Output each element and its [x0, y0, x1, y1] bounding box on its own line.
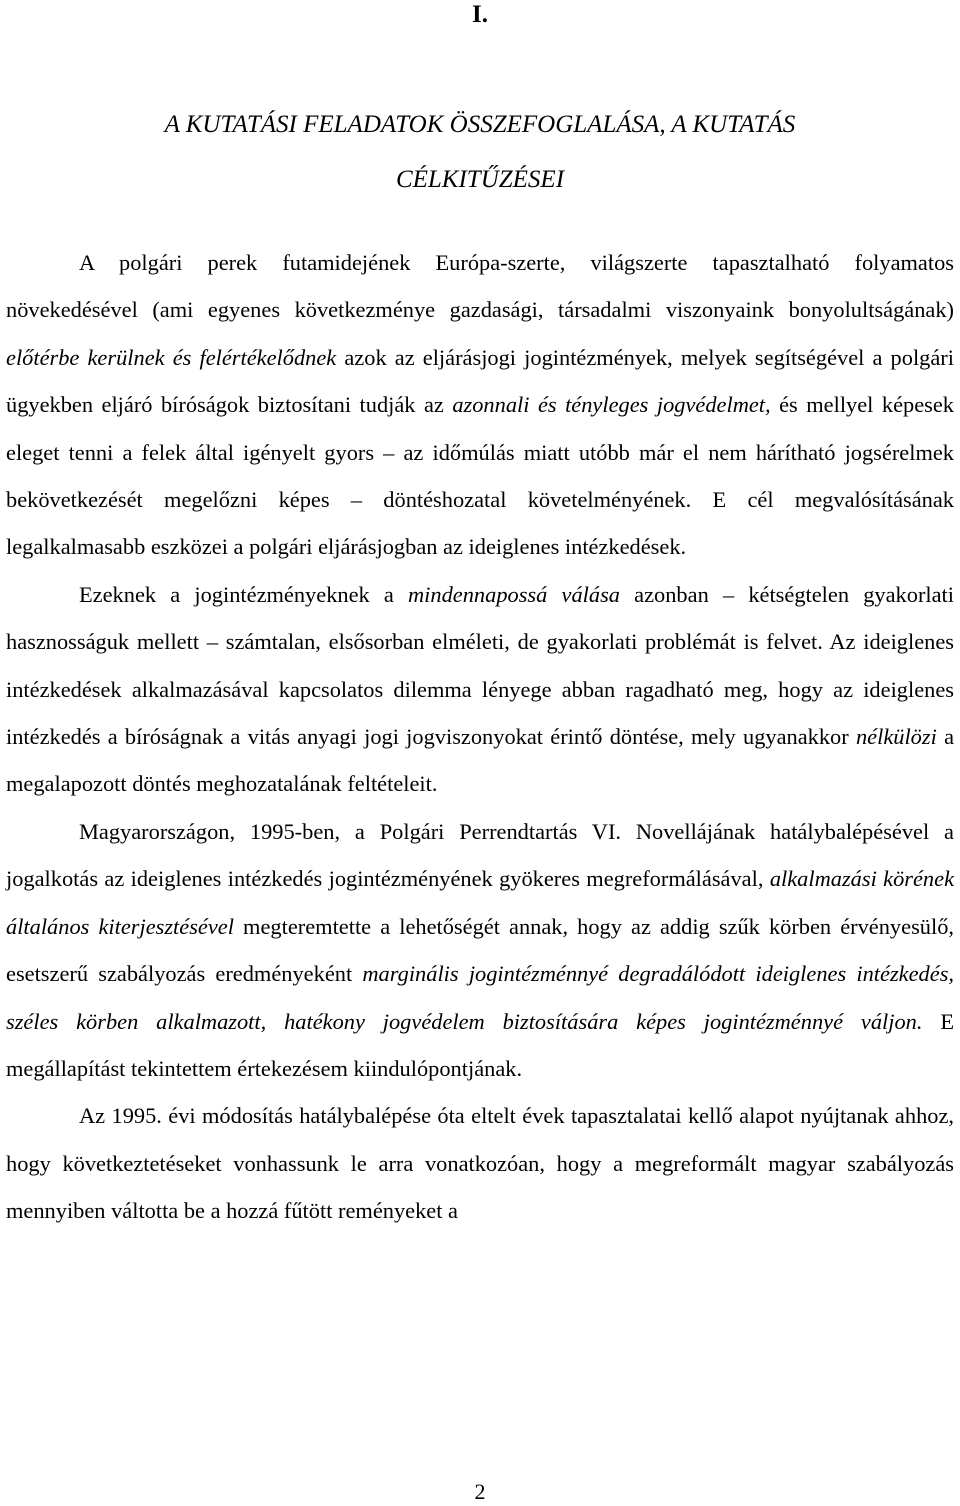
- text-run: azok az eljárásjogi jogintézmények, melyek segítségével a polgári ügyekben eljáró bíróságok biztosítani tudják az: [6, 344, 954, 418]
- paragraph-4: [6, 1092, 954, 1234]
- chapter-title-line-2: CÉLKITŰZÉSEI: [395, 166, 565, 193]
- page-number: 2: [474, 1479, 486, 1504]
- chapter-number: I.: [472, 1, 488, 28]
- text-run: azonban – kétségtelen gyakorlati hasznosságuk mellett – számtalan, elsősorban elméleti, de gyakorlati problémát is felvet. Az ideiglenes intézkedések alkalmazásával kapcsolatos dilemma lényege abban ragadható meg, hogy az ideiglenes intézkedés a bíróságnak a vitás anyagi jogi jogviszonyokat érintő döntése, mely ugyanakkor: [6, 581, 954, 750]
- text-run: E megállapítást tekintettem értekezésem kiindulópontjának.: [6, 1008, 954, 1081]
- text-run: Az 1995. évi módosítás hatálybalépése óta eltelt évek tapasztalatai kellő alapot nyújtanak ahhoz, hogy következtetéseket vonhassunk le arra vonatkozóan, hogy a megreformált magyar szabályozás mennyiben váltotta be a hozzá fűtött reményeket a: [6, 1103, 954, 1224]
- body-text: [6, 239, 954, 1235]
- text-run: és mellyel képesek eleget tenni a felek által igényelt gyors – az időmúlás miatt utóbb már el nem hárítható jogsérelmek bekövetkezését megelőzni képes – döntéshozatal követelményének. E cél megvalósításának legalkalmasabb eszközei a polgári eljárásjogban az ideiglenes intézkedések.: [6, 392, 954, 560]
- chapter-title: [60, 97, 900, 207]
- italic-text-run: alkalmazási körének általános kiterjesztésével: [6, 866, 955, 939]
- paragraph-1: [6, 239, 954, 571]
- text-run: Ezeknek a jogintézményeknek a: [79, 581, 409, 607]
- paragraph-3: [6, 808, 954, 1092]
- text-run: a megalapozott döntés meghozatalának feltételeit.: [6, 724, 955, 797]
- italic-text-run: előtérbe kerülnek és felértékelődnek: [6, 344, 337, 370]
- text-run: A polgári perek futamidejének Európa-szerte, világszerte tapasztalható folyamatos növekedésével (ami egyenes következménye gazdasági, társadalmi viszonyaink bonyolultságának): [6, 250, 954, 323]
- text-run: megteremtette a lehetőségét annak, hogy az addig szűk körben érvényesülő, esetszerű szabályozás eredményeként: [6, 913, 954, 987]
- chapter-title-line-1: A KUTATÁSI FELADATOK ÖSSZEFOGLALÁSA, A KUTATÁS: [164, 111, 796, 138]
- italic-text-run: marginális jogintézménnyé degradálódott ideiglenes intézkedés, széles körben alkalmazott, hatékony jogvédelem biztosítására képes jogintézménnyé váljon.: [6, 961, 955, 1034]
- italic-text-run: nélkülözi: [855, 724, 937, 750]
- text-run: Magyarországon, 1995-ben, a Polgári Perrendtartás VI. Novellájának hatálybalépésével a jogalkotás az ideiglenes intézkedés jogintézményének gyökeres megreformálásával,: [6, 818, 954, 892]
- italic-text-run: mindennapossá válása: [408, 581, 620, 607]
- paragraph-2: [6, 571, 954, 808]
- italic-text-run: azonnali és tényleges jogvédelmet,: [452, 392, 771, 418]
